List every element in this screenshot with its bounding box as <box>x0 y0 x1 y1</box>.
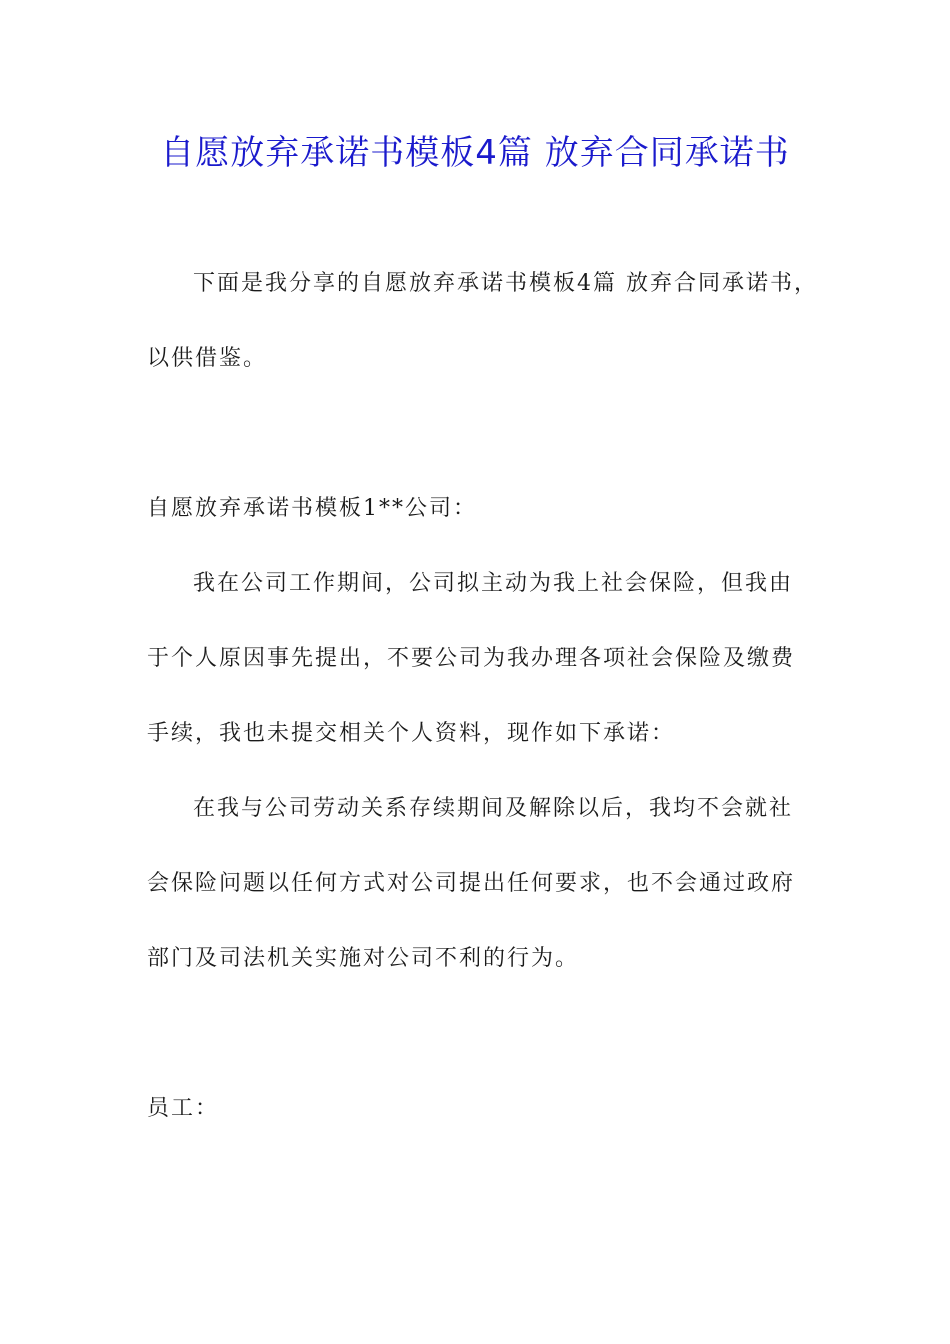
paragraph1-line-1: 我在公司工作期间，公司拟主动为我上社会保险，但我由 <box>193 571 794 596</box>
signature-label: 员工： <box>147 1096 220 1121</box>
intro-line-1: 下面是我分享的自愿放弃承诺书模板4篇 放弃合同承诺书， <box>193 271 818 296</box>
paragraph1-line-3: 手续，我也未提交相关个人资料，现作如下承诺： <box>147 721 676 746</box>
section-heading: 自愿放弃承诺书模板1**公司： <box>147 496 477 521</box>
paragraph2-line-2: 会保险问题以任何方式对公司提出任何要求，也不会通过政府 <box>147 871 796 896</box>
paragraph1-line-2: 于个人原因事先提出，不要公司为我办理各项社会保险及缴费 <box>147 646 796 671</box>
paragraph2-line-3: 部门及司法机关实施对公司不利的行为。 <box>147 946 580 971</box>
intro-line-2: 以供借鉴。 <box>147 346 268 371</box>
document-title: 自愿放弃承诺书模板4篇 放弃合同承诺书 <box>160 133 790 173</box>
paragraph2-line-1: 在我与公司劳动关系存续期间及解除以后，我均不会就社 <box>193 796 794 821</box>
